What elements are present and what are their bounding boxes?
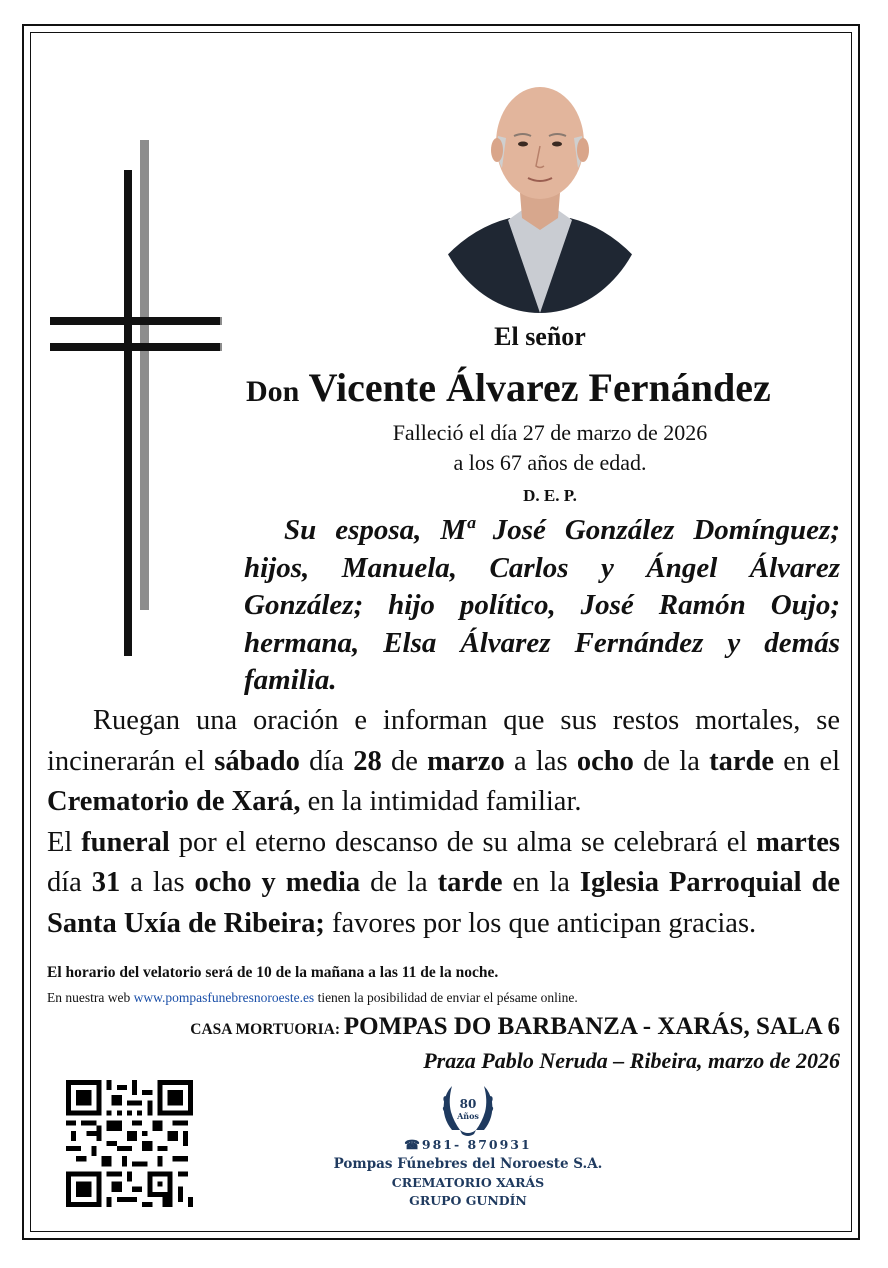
cross-dark-horizontal-bottom — [50, 343, 220, 351]
title-prefix: El señor — [494, 322, 586, 351]
crematorium-name: CREMATORIO XARÁS — [391, 1175, 545, 1190]
online-condolences — [47, 990, 840, 1006]
body-text: en el — [774, 745, 841, 777]
cremation-paragraph — [47, 701, 840, 823]
emphasis-text: Iglesia Parroquial de Santa Uxía de Ribeira; — [47, 867, 840, 939]
emphasis-text: tarde — [709, 745, 774, 777]
body-text: de la — [360, 867, 438, 898]
emphasis-text: marzo — [427, 745, 505, 777]
emphasis-text: ocho — [576, 745, 634, 777]
body-text: día — [47, 867, 92, 898]
badge-number: 80 — [459, 1097, 477, 1111]
death-date: Falleció el día 27 de marzo de 2026 — [392, 420, 708, 445]
cross-dark-vertical — [124, 170, 132, 656]
mortuary-label: CASA MORTUORIA: — [190, 1021, 344, 1038]
web-prefix: En nuestra web — [47, 990, 134, 1005]
body-text: favores por los que anticipan gracias. — [324, 907, 757, 939]
cross-dark-horizontal-top — [50, 317, 220, 325]
emphasis-text: tarde — [437, 867, 503, 898]
funeral-paragraph — [47, 823, 840, 945]
full-name: Vicente Álvarez Fernández — [308, 365, 771, 410]
body-text: de la — [633, 745, 710, 777]
honorific: Don — [246, 375, 300, 408]
body-text: Ruegan una oración e informan que sus restos mortales, se incinerarán el — [47, 705, 840, 777]
body-text: de — [381, 745, 428, 777]
body-text: por el eterno descanso de su alma se celebrará el — [169, 826, 757, 858]
body-text: día — [299, 745, 354, 777]
place-date: Praza Pablo Neruda – Ribeira, marzo de 2026 — [423, 1048, 840, 1073]
emphasis-text: 28 — [353, 745, 382, 777]
wake-hours: El horario del velatorio será de 10 de la mañana a las 11 de la noche. — [47, 964, 499, 981]
emphasis-text: funeral — [81, 826, 170, 858]
anniversary-badge-icon — [438, 1078, 498, 1140]
body-text: en la — [502, 867, 580, 898]
phone-number: ☎981- 870931 — [404, 1137, 532, 1152]
emphasis-text: ocho y media — [194, 867, 361, 898]
company-name: Pompas Fúnebres del Noroeste S.A. — [333, 1156, 603, 1172]
service-details — [47, 701, 840, 944]
body-text: en la intimidad familiar. — [300, 786, 582, 817]
age-line: a los 67 años de edad. — [453, 450, 647, 475]
rip-line: D. E. P. — [523, 486, 577, 505]
body-text: El — [47, 826, 82, 858]
qr-code[interactable] — [66, 1080, 193, 1207]
body-text: a las — [120, 867, 195, 898]
web-suffix: tienen la posibilidad de enviar el pésame online. — [314, 990, 578, 1005]
family-paragraph: Su esposa, Mª José González Domínguez; hijos, Manuela, Carlos y Ángel Álvarez González; hijo político, José Ramón Oujo; hermana, Elsa Álvarez Fernández y demás familia. — [244, 514, 840, 696]
emphasis-text: 31 — [91, 867, 121, 898]
mortuary-line — [47, 1013, 840, 1041]
emphasis-text: sábado — [214, 745, 300, 777]
emphasis-text: martes — [756, 826, 841, 858]
badge-word: Años — [457, 1111, 479, 1121]
deceased-portrait — [430, 58, 650, 313]
group-name: GRUPO GUNDÍN — [409, 1193, 527, 1208]
body-text: a las — [504, 745, 577, 777]
website-link[interactable]: www.pompasfunebresnoroeste.es — [133, 990, 315, 1005]
emphasis-text: Crematorio de Xará, — [47, 786, 301, 817]
deceased-name — [246, 364, 846, 411]
mortuary-value: POMPAS DO BARBANZA - XARÁS, SALA 6 — [343, 1013, 840, 1040]
cross-grey-vertical — [140, 140, 149, 610]
funeral-home-info — [320, 1137, 616, 1208]
